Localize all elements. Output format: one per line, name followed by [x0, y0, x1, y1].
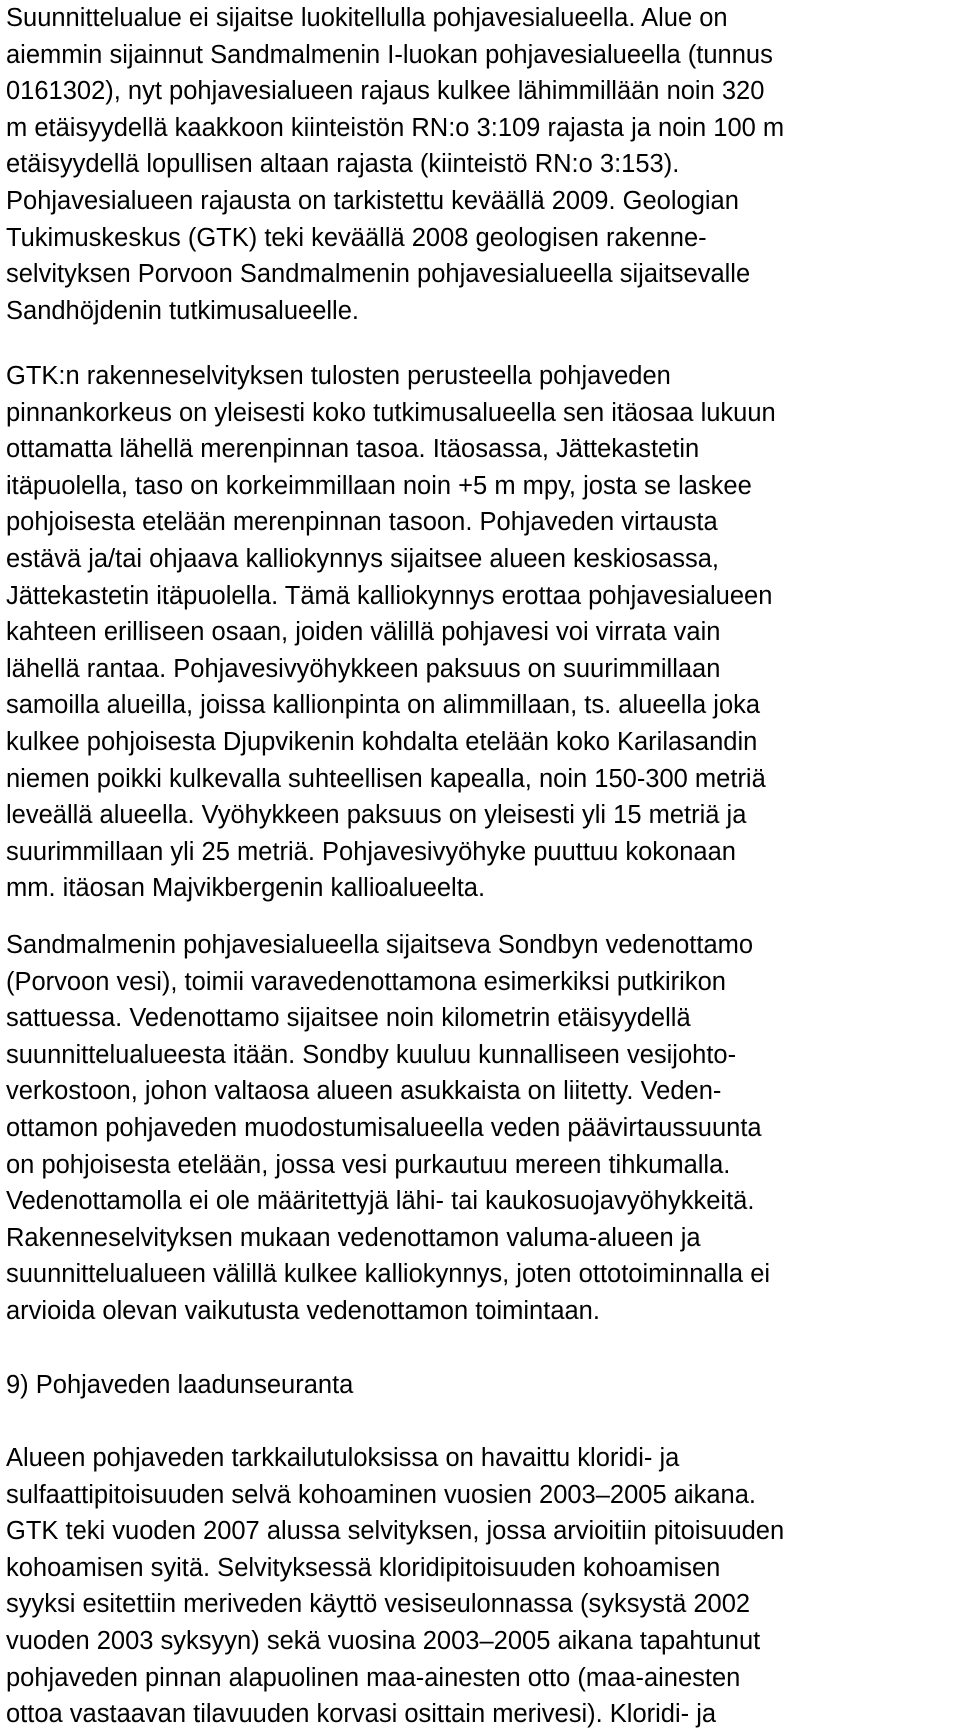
text-line: mm. itäosan Majvikbergenin kallioalueelta. — [6, 874, 486, 903]
text-line: lähellä rantaa. Pohjavesivyöhykkeen paksuus on suurimmillaan — [6, 654, 721, 683]
text-line: vuoden 2003 syksyyn) sekä vuosina 2003–2005 aikana tapahtunut — [6, 1626, 761, 1655]
text-line: samoilla alueilla, joissa kallionpinta on alimmillaan, ts. alueella joka — [6, 691, 761, 720]
text-line: selvityksen Porvoon Sandmalmenin pohjavesialueella sijaitsevalle — [6, 260, 751, 289]
text-line: suunnittelualueen välillä kulkee kalliokynnys, joten ottotoiminnalla ei — [6, 1260, 771, 1289]
section-heading-text: 9) Pohjaveden laadunseuranta — [6, 1371, 354, 1399]
text-line: pinnankorkeus on yleisesti koko tutkimusalueella sen itäosaa lukuun — [6, 398, 776, 427]
text-line: Rakenneselvityksen mukaan vedenottamon valuma-alueen ja — [6, 1223, 701, 1252]
text-line: Suunnittelualue ei sijaitse luokitellulla pohjavesialueella. Alue on — [6, 4, 728, 32]
text-line: suunnittelualueesta itään. Sondby kuuluu kunnalliseen vesijohto- — [6, 1040, 737, 1069]
text-line: Alueen pohjaveden tarkkailutuloksissa on havaittu kloridi- ja — [6, 1444, 680, 1472]
section-heading — [6, 1367, 956, 1404]
text-line: sulfaattipitoisuuden selvä kohoaminen vuosien 2003–2005 aikana. — [6, 1480, 756, 1509]
text-line: pohjoisesta etelään merenpinnan tasoon. Pohjaveden virtausta — [6, 508, 718, 537]
text-line: on pohjoisesta etelään, jossa vesi purkautuu mereen tihkumalla. — [6, 1150, 731, 1179]
text-line: ottamon pohjaveden muodostumisalueella veden päävirtaussuunta — [6, 1113, 762, 1142]
text-line: verkostoon, johon valtaosa alueen asukkaista on liitetty. Veden- — [6, 1077, 722, 1106]
paragraph-water-quality — [6, 1440, 956, 1730]
text-line: syyksi esitettiin meriveden käyttö vesiseulonnassa (syksystä 2002 — [6, 1590, 751, 1619]
text-line: leveällä alueella. Vyöhykkeen paksuus on yleisesti yli 15 metriä ja — [6, 801, 747, 830]
text-line: arvioida olevan vaikutusta vedenottamon toimintaan. — [6, 1296, 600, 1325]
text-line: sattuessa. Vedenottamo sijaitsee noin kilometrin etäisyydellä — [6, 1004, 691, 1033]
text-line: estävä ja/tai ohjaava kalliokynnys sijaitsee alueen keskiosassa, — [6, 544, 719, 573]
text-line: Sandmalmenin pohjavesialueella sijaitseva Sondbyn vedenottamo — [6, 931, 754, 959]
text-line: GTK:n rakenneselvityksen tulosten perusteella pohjaveden — [6, 362, 671, 390]
text-line: Pohjavesialueen rajausta on tarkistettu keväällä 2009. Geologian — [6, 186, 739, 215]
text-line: ottamatta lähellä merenpinnan tasoa. Itäosassa, Jättekastetin — [6, 435, 700, 464]
text-line: Sandhöjdenin tutkimusalueelle. — [6, 296, 359, 325]
text-line: (Porvoon vesi), toimii varavedenottamona esimerkiksi putkirikon — [6, 967, 726, 996]
text-line: aiemmin sijainnut Sandmalmenin I-luokan pohjavesialueella (tunnus — [6, 40, 773, 69]
text-line: Tukimuskeskus (GTK) teki keväällä 2008 geologisen rakenne- — [6, 223, 707, 252]
text-line: ottoa vastaavan tilavuuden korvasi osittain merivesi). Kloridi- ja — [6, 1700, 717, 1729]
paragraph-groundwater-area — [6, 0, 956, 329]
text-line: kahteen erilliseen osaan, joiden välillä pohjavesi voi virrata vain — [6, 618, 721, 647]
text-line: GTK teki vuoden 2007 alussa selvityksen, jossa arvioitiin pitoisuuden — [6, 1517, 785, 1546]
text-line: kulkee pohjoisesta Djupvikenin kohdalta etelään koko Karilasandin — [6, 727, 758, 756]
text-line: Jättekastetin itäpuolella. Tämä kalliokynnys erottaa pohjavesialueen — [6, 581, 773, 610]
text-line: 0161302), nyt pohjavesialueen rajaus kulkee lähimmillään noin 320 — [6, 77, 765, 106]
text-line: m etäisyydellä kaakkoon kiinteistön RN:o 3:109 rajasta ja noin 100 m — [6, 113, 785, 142]
text-line: kohoamisen syitä. Selvityksessä kloridipitoisuuden kohoamisen — [6, 1553, 721, 1582]
paragraph-structure-survey — [6, 358, 956, 907]
text-line: pohjaveden pinnan alapuolinen maa-ainesten otto (maa-ainesten — [6, 1663, 741, 1692]
text-line: etäisyydellä lopullisen altaan rajasta (kiinteistö RN:o 3:153). — [6, 150, 680, 179]
text-line: suurimmillaan yli 25 metriä. Pohjavesivyöhyke puuttuu kokonaan — [6, 837, 736, 866]
text-line: itäpuolella, taso on korkeimmillaan noin +5 m mpy, josta se laskee — [6, 471, 752, 500]
text-line: niemen poikki kulkevalla suhteellisen kapealla, noin 150-300 metriä — [6, 764, 766, 793]
paragraph-water-intake — [6, 927, 956, 1330]
text-line: Vedenottamolla ei ole määritettyjä lähi- tai kaukosuojavyöhykkeitä. — [6, 1187, 755, 1216]
